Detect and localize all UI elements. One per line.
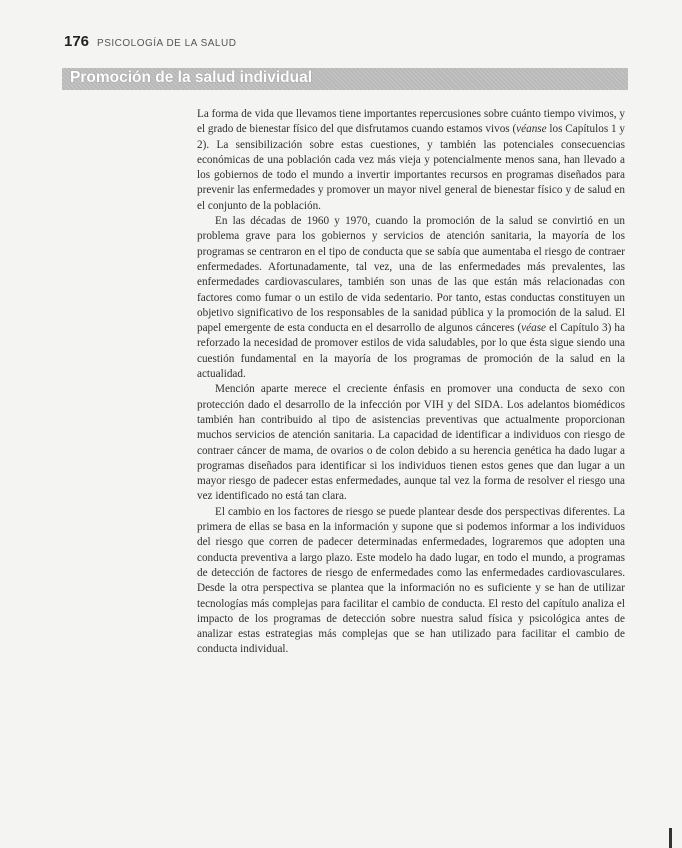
paragraph-1-text-cont: los Capítulos 1 y 2). La sensibilización sobre estas cuestiones, y también las potenciales consecuencias económicas de una población cada vez más vieja y potencialmente menos sana, han llevado a los gobiernos de todo el mundo a invertir importantes recursos en programas diseñados para prevenir las enfermedades y promover un mayor nivel general de bienestar físico y de salud en el conjunto de la población. (197, 123, 625, 212)
section-title: Promoción de la salud individual (70, 69, 313, 86)
paragraph-2-text: En las décadas de 1960 y 1970, cuando la promoción de la salud se convirtió en un problema grave para los gobiernos y servicios de atención sanitaria, la mayoría de los programas se centraron en el tipo de conducta que se sabía que aumentaba el riesgo de contraer enfermedades. Afortunadamente, tal vez, una de las enfermedades más prevalentes, las enfermedades cardiovasculares, también son unas de las que están más relacionadas con factores como fumar o un estilo de vida sedentario. Por tanto, estas conductas constituyen un objetivo significativo de los responsables de la sanidad pública y la promoción de la salud. El papel emergente de esta conducta en el desarrollo de algunos cánceres ( (197, 215, 625, 335)
running-head (64, 33, 236, 50)
section-heading-bar (62, 68, 628, 90)
paragraph-2-emphasis: véase (521, 322, 547, 335)
paragraph-1-text: La forma de vida que llevamos tiene importantes repercusiones sobre cuánto tiempo vivimos, y el grado de bienestar físico del que disfrutamos cuando estamos vivos ( (197, 108, 625, 136)
paragraph-2-text-cont: el Capítulo 3) ha reforzado la necesidad de promover estilos de vida saludables, por lo que ésta sigue siendo una cuestión fundamental en la mayoría de los programas de promoción de la salud en la actualidad. (197, 322, 625, 381)
paragraph-1-emphasis: véanse (516, 123, 547, 136)
page-edge-mark (669, 828, 672, 848)
page-number: 176 (64, 33, 90, 50)
paragraph-3-text: Mención aparte merece el creciente énfasis en promover una conducta de sexo con protección dado el desarrollo de la infección por VIH y del SIDA. Los adelantos biomédicos también han contribuido al tipo de asistencias preventivas que actualmente proporcionan muchos servicios de atención sanitaria. La capacidad de identificar a individuos con riesgo de contraer cáncer de mama, de ovarios o de colon debido a su herencia genética ha dado lugar a programas diseñados para identificar si los individuos tienen estos genes que dan lugar a un mayor riesgo de padecer estas enfermedades, aunque tal vez la forma de resolver el riesgo una vez identificado no está tan clara. (197, 383, 625, 503)
paragraph-3 (197, 382, 625, 504)
paragraph-1 (197, 107, 625, 214)
paragraph-4 (197, 505, 625, 658)
paragraph-2 (197, 214, 625, 382)
paragraph-4-text: El cambio en los factores de riesgo se puede plantear desde dos perspectivas diferentes. La primera de ellas se basa en la información y supone que si podemos informar a los individuos del riesgo que corren de padecer determinadas enfermedades, lograremos que adopten una conducta preventiva a largo plazo. Este modelo ha dado lugar, en todo el mundo, a programas de detección de factores de riesgo de enfermedades como las enfermedades cardiovasculares. Desde la otra perspectiva se plantea que la información no es suficiente y se han de utilizar tecnologías más complejas para facilitar el cambio de conducta. El resto del capítulo analiza el impacto de los programas de detección sobre nuestra salud física y psicológica antes de analizar estas estrategias más complejas que se han utilizado para facilitar el cambio de conducta individual. (197, 505, 625, 656)
body-text (197, 107, 625, 658)
running-title: PSICOLOGÍA DE LA SALUD (97, 38, 237, 49)
